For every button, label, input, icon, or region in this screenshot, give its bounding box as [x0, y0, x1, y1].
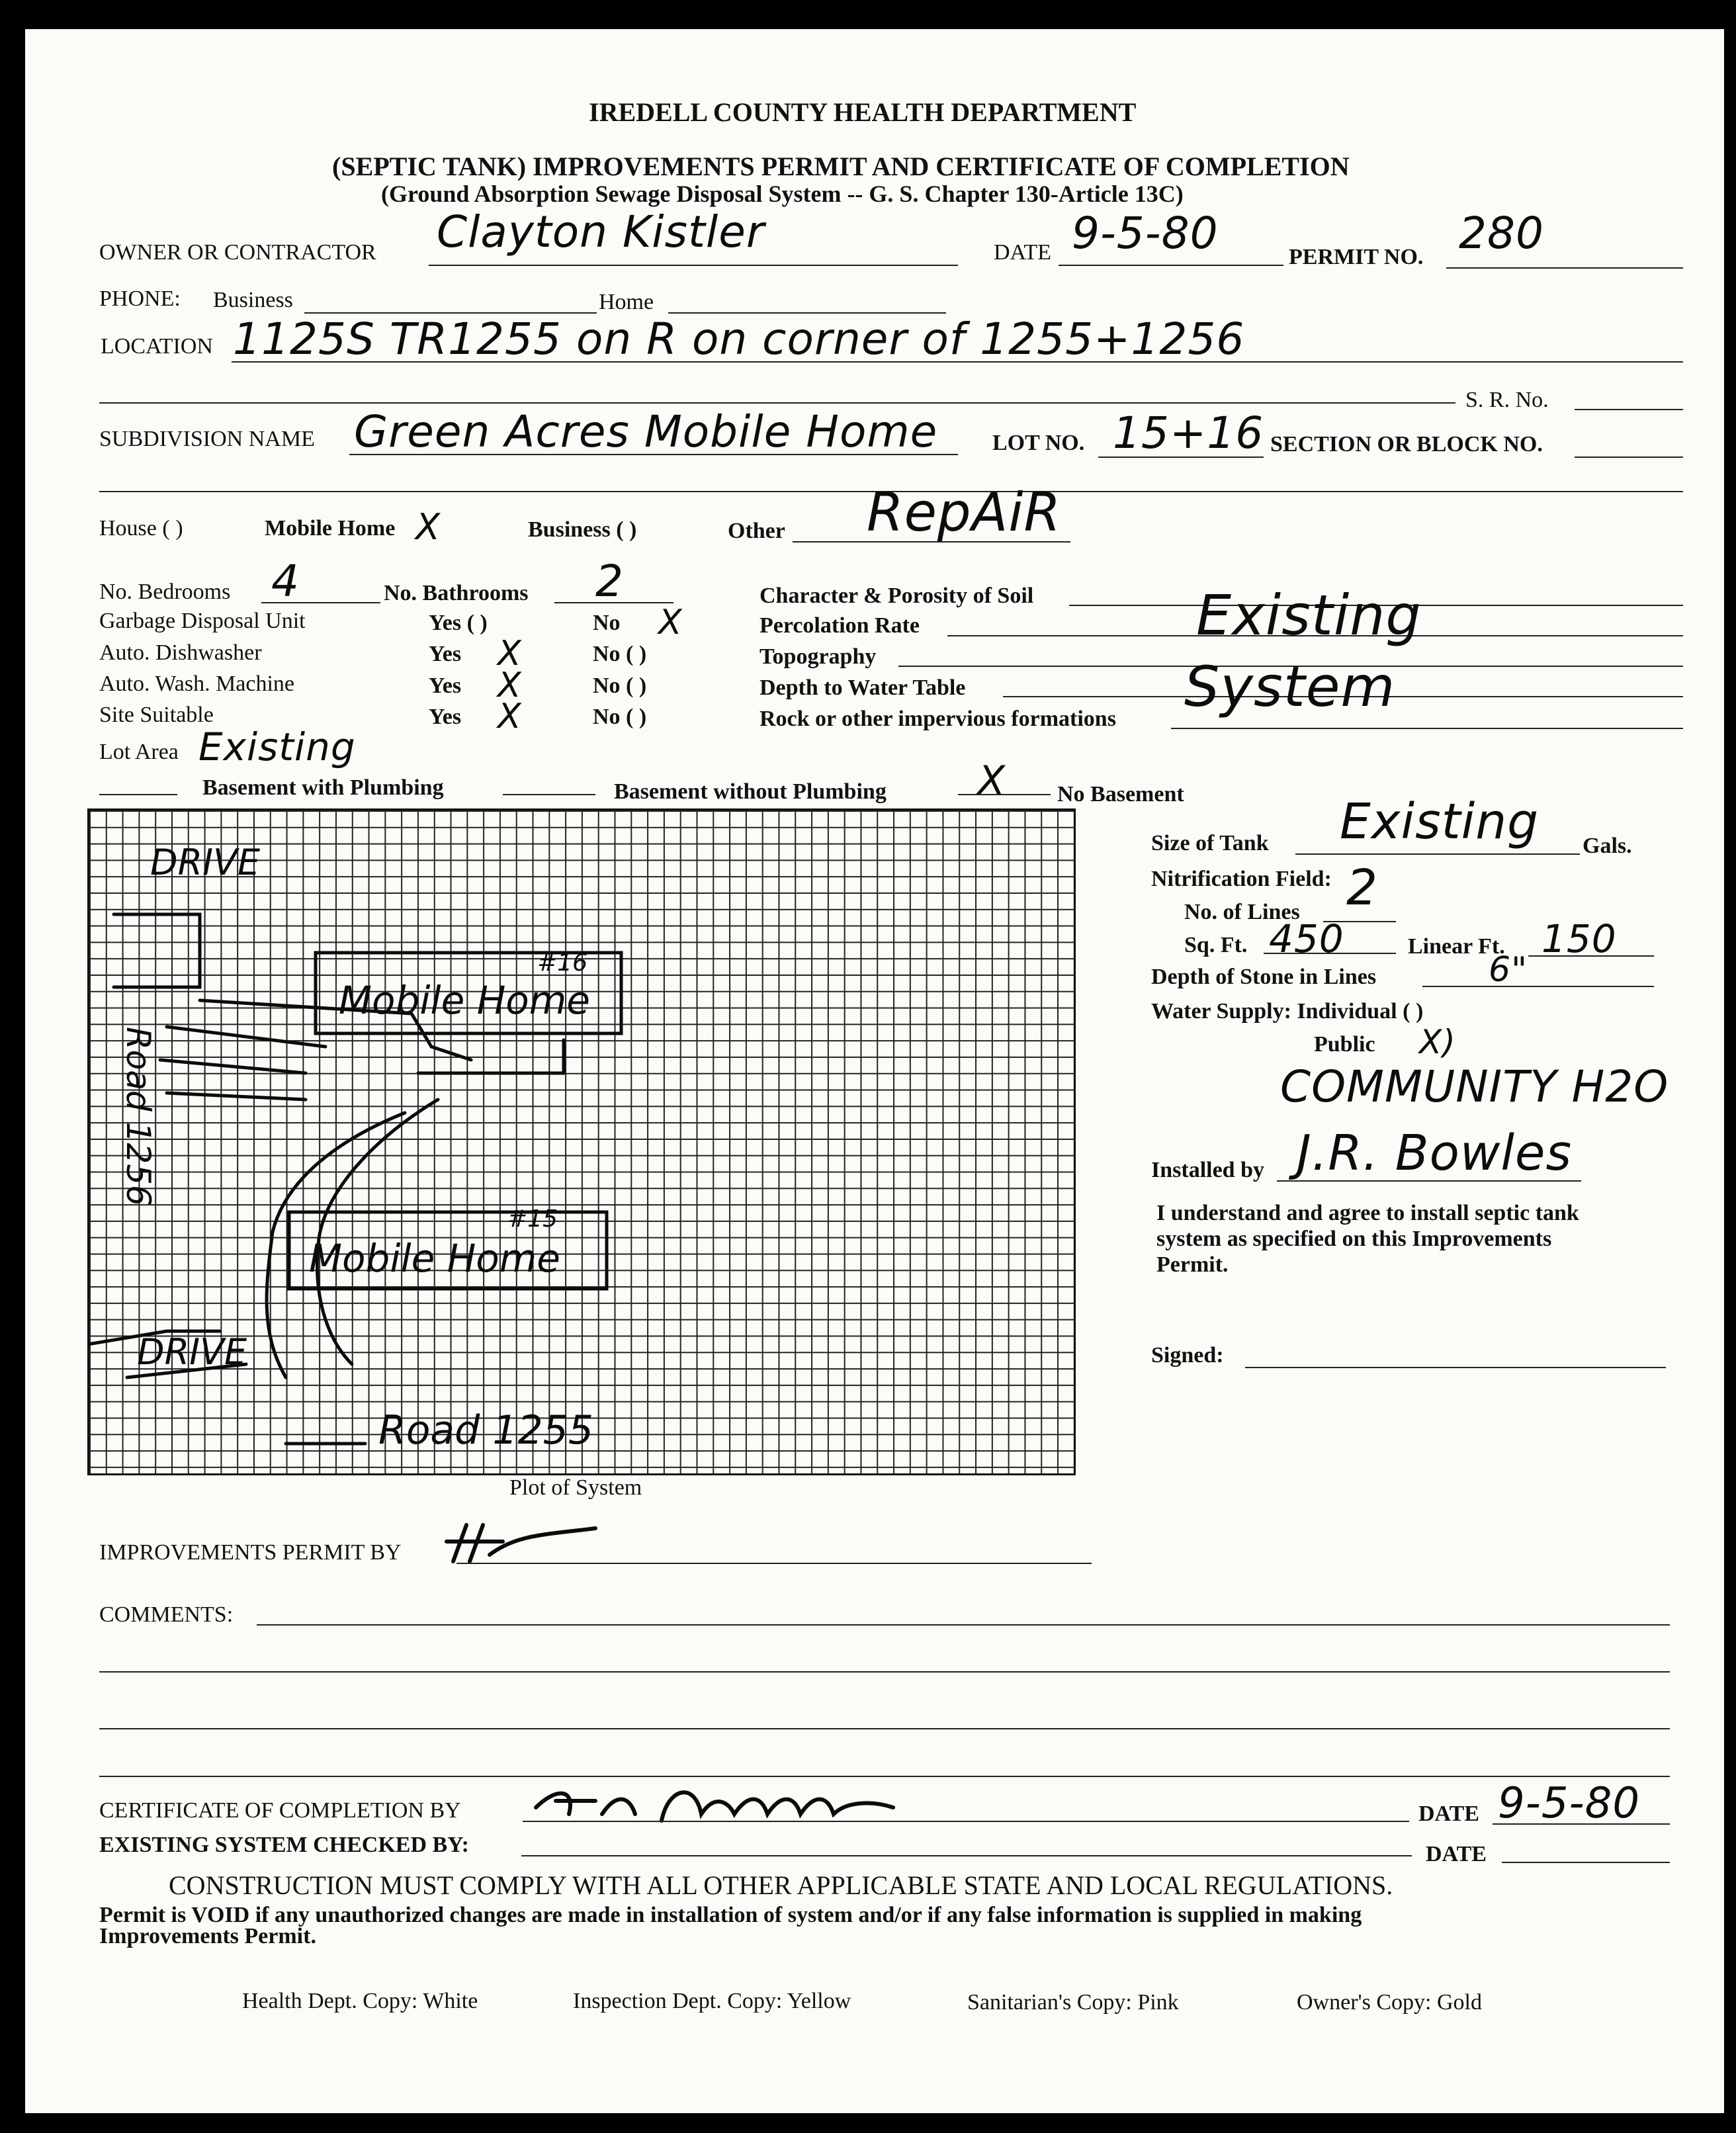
sqft-line: [1264, 953, 1396, 954]
bedrooms-label: No. Bedrooms: [99, 580, 231, 604]
wash-machine-label: Auto. Wash. Machine: [99, 672, 295, 696]
location-label: LOCATION: [101, 334, 213, 359]
comments-line-2: [99, 1671, 1670, 1673]
lines-value: 2: [1346, 859, 1379, 916]
dishwasher-no: No ( ): [593, 642, 647, 666]
linear-line: [1528, 955, 1654, 957]
copy-health: Health Dept. Copy: White: [242, 1989, 478, 2013]
improvements-line: [456, 1563, 1092, 1564]
improvements-label: IMPROVEMENTS PERMIT BY: [99, 1540, 402, 1565]
drain-line-3: [160, 1060, 306, 1073]
water-supply-label: Water Supply: Individual ( ): [1151, 999, 1424, 1023]
site-suitable-yes: Yes: [429, 705, 462, 729]
plot-mobile-home-bottom: Mobile Home: [309, 1236, 560, 1281]
lot-area-value: Existing: [198, 724, 356, 769]
wash-machine-yes: Yes: [429, 674, 462, 698]
copy-inspection: Inspection Dept. Copy: Yellow: [573, 1989, 851, 2013]
certificate-date-value: 9-5-80: [1498, 1779, 1641, 1828]
sr-label: S. R. No.: [1465, 388, 1549, 412]
basement-with-blank: [99, 794, 177, 795]
plot-lot-bottom: #15: [507, 1205, 558, 1233]
garbage-disposal-no: No: [593, 611, 621, 635]
drain-line-4: [167, 1093, 306, 1100]
garbage-disposal-mark: X: [658, 603, 683, 642]
garbage-disposal-yes: Yes ( ): [429, 611, 488, 635]
sqft-label: Sq. Ft.: [1184, 933, 1248, 957]
stone-value: 6": [1489, 950, 1528, 990]
dishwasher-label: Auto. Dishwasher: [99, 640, 262, 665]
linear-value: 150: [1541, 916, 1617, 961]
other-line: [793, 541, 1070, 543]
site-suitable-mark: X: [498, 697, 522, 736]
plot-mobile-home-top: Mobile Home: [339, 978, 590, 1023]
comments-label: COMMENTS:: [99, 1602, 234, 1627]
form-subtitle-statute: (Ground Absorption Sewage Disposal System -- G. S. Chapter 130-Article 13C): [381, 181, 1184, 207]
plot-road-side: Road 1256: [119, 1027, 157, 1206]
comments-line-1: [257, 1624, 1670, 1626]
phone-label: PHONE:: [99, 286, 181, 311]
sr-line: [1575, 409, 1683, 410]
no-basement-mark: X: [978, 758, 1006, 804]
agreement-line-2: system as specified on this Improvements: [1156, 1227, 1552, 1251]
drain-line-2: [167, 1027, 326, 1047]
business-option: Business ( ): [528, 517, 637, 542]
dishwasher-mark: X: [498, 634, 522, 674]
subdivision-label: SUBDIVISION NAME: [99, 427, 315, 451]
section-label: SECTION OR BLOCK NO.: [1270, 432, 1543, 457]
lot-label: LOT NO.: [992, 431, 1085, 455]
wash-machine-no: No ( ): [593, 674, 647, 698]
certificate-date-line: [1493, 1823, 1670, 1825]
access-path-2: [317, 1100, 438, 1364]
stone-line: [1422, 986, 1654, 987]
copy-sanitarian: Sanitarian's Copy: Pink: [967, 1990, 1179, 2015]
soil-value-1: Existing: [1196, 583, 1422, 648]
dishwasher-yes: Yes: [429, 642, 462, 666]
certificate-date-label: DATE: [1418, 1802, 1479, 1826]
permit-value: 280: [1459, 208, 1544, 259]
owner-label: OWNER OR CONTRACTOR: [99, 240, 376, 265]
installed-by-label: Installed by: [1151, 1158, 1264, 1182]
plot-drive-bottom: DRIVE: [137, 1331, 247, 1373]
form-title: IREDELL COUNTY HEALTH DEPARTMENT: [589, 97, 1137, 127]
house-option: House ( ): [99, 516, 183, 541]
signed-line: [1245, 1367, 1666, 1368]
certificate-label: CERTIFICATE OF COMPLETION BY: [99, 1798, 461, 1823]
nitrification-label: Nitrification Field:: [1151, 867, 1332, 891]
date-label: DATE: [994, 240, 1051, 265]
house-outline-top: [114, 914, 200, 987]
existing-date-label: DATE: [1426, 1842, 1487, 1866]
no-basement-label: No Basement: [1057, 782, 1184, 806]
signed-label: Signed:: [1151, 1343, 1224, 1368]
plot-lot-top: #16: [537, 949, 587, 977]
bathrooms-value: 2: [595, 556, 624, 607]
lot-value: 15+16: [1113, 408, 1264, 458]
location-value: 1125S TR1255 on R on corner of 1255+1256: [233, 314, 1245, 365]
location-line-2: [99, 402, 1455, 404]
copy-owner: Owner's Copy: Gold: [1297, 1990, 1483, 2015]
permit-line: [1446, 267, 1683, 269]
mobile-home-mark: X: [415, 506, 441, 548]
section-line: [1575, 457, 1683, 458]
comments-line-3: [99, 1728, 1670, 1729]
phone-business-label: Business: [213, 288, 293, 312]
existing-checked-line: [521, 1855, 1412, 1856]
bedrooms-value: 4: [271, 556, 300, 607]
tank-size-line: [1295, 853, 1580, 855]
subdivision-line: [349, 454, 958, 455]
installed-by-line: [1277, 1180, 1581, 1182]
sqft-value: 450: [1269, 916, 1344, 961]
basement-without-label: Basement without Plumbing: [614, 779, 887, 804]
lot-area-label: Lot Area: [99, 740, 179, 764]
public-mark: X): [1419, 1023, 1456, 1061]
form-subtitle: (SEPTIC TANK) IMPROVEMENTS PERMIT AND CERTIFICATE OF COMPLETION: [332, 152, 1350, 181]
garbage-disposal-label: Garbage Disposal Unit: [99, 609, 306, 633]
improvements-signature: [443, 1515, 602, 1575]
lines-label: No. of Lines: [1184, 900, 1300, 924]
basement-without-blank: [503, 794, 595, 795]
community-water: COMMUNITY H2O: [1280, 1061, 1669, 1112]
agreement-line-3: Permit.: [1156, 1252, 1229, 1277]
void-notice-1: Permit is VOID if any unauthorized changes are made in installation of system and/or if any false information is supplied in making: [99, 1903, 1362, 1927]
certificate-signature: [529, 1774, 900, 1834]
perc-rate-label: Percolation Rate: [760, 613, 920, 638]
tank-size-value: Existing: [1340, 793, 1540, 850]
soil-character-label: Character & Porosity of Soil: [760, 584, 1034, 608]
bedrooms-line: [261, 602, 380, 603]
rock-label: Rock or other impervious formations: [760, 707, 1116, 731]
void-notice-2: Improvements Permit.: [99, 1924, 316, 1948]
subdivision-value: Green Acres Mobile Home: [354, 406, 938, 457]
tank-gals-label: Gals.: [1583, 834, 1632, 858]
date-value: 9-5-80: [1072, 208, 1219, 259]
owner-value: Clayton Kistler: [437, 206, 765, 257]
phone-home-label: Home: [599, 290, 654, 314]
other-value: RepAiR: [867, 482, 1062, 543]
existing-date-line: [1502, 1862, 1670, 1863]
plot-caption: Plot of System: [509, 1475, 642, 1500]
linear-label: Linear Ft.: [1408, 934, 1505, 959]
lot-line: [1098, 457, 1264, 458]
permit-label: PERMIT NO.: [1289, 245, 1424, 269]
plot-drive-top: DRIVE: [150, 842, 261, 883]
installed-by-value: J.R. Bowles: [1297, 1125, 1573, 1182]
site-suitable-label: Site Suitable: [99, 703, 214, 727]
site-suitable-no: No ( ): [593, 705, 647, 729]
other-label: Other: [728, 519, 785, 543]
existing-checked-label: EXISTING SYSTEM CHECKED BY:: [99, 1833, 469, 1857]
tank-connector: [418, 1040, 564, 1073]
agreement-line-1: I understand and agree to install septic tank: [1156, 1201, 1579, 1225]
wash-machine-mark: X: [498, 666, 522, 705]
date-line: [1059, 265, 1283, 266]
soil-value-2: System: [1184, 654, 1396, 719]
plot-sketch: [87, 808, 1072, 1471]
certificate-line: [523, 1821, 1409, 1822]
compliance-notice: CONSTRUCTION MUST COMPLY WITH ALL OTHER APPLICABLE STATE AND LOCAL REGULATIONS.: [169, 1870, 1393, 1900]
basement-with-label: Basement with Plumbing: [202, 775, 444, 800]
bathrooms-line: [554, 602, 673, 603]
tank-size-label: Size of Tank: [1151, 831, 1269, 855]
mobile-home-option: Mobile Home: [265, 516, 396, 541]
water-table-label: Depth to Water Table: [760, 675, 966, 700]
rock-line: [1171, 728, 1683, 729]
public-label: Public: [1314, 1032, 1375, 1057]
location-line: [232, 361, 1683, 363]
plot-road-bottom: Road 1255: [378, 1407, 594, 1454]
topography-label: Topography: [760, 644, 877, 669]
owner-line: [429, 265, 958, 266]
bathrooms-label: No. Bathrooms: [384, 581, 529, 605]
stone-label: Depth of Stone in Lines: [1151, 965, 1377, 989]
